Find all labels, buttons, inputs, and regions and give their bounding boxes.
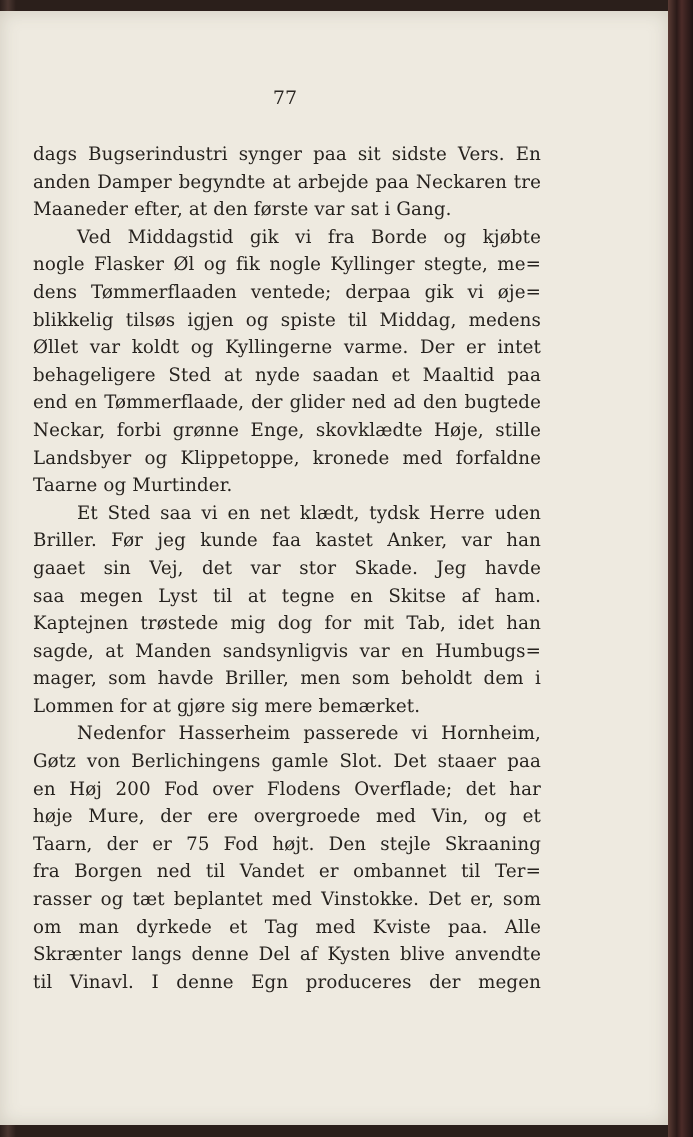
text-line: høje Mure, der ere overgroede med Vin, og et	[33, 806, 541, 828]
text-line: Neckar, forbi grønne Enge, skovklædte Høje, stille	[33, 419, 541, 441]
text-line: Øllet var koldt og Kyllingerne varme. Der er intet	[33, 337, 541, 359]
text-line: Lommen for at gjøre sig mere bemærket.	[33, 695, 421, 717]
text-line: mager, som havde Briller, men som beholdt dem i	[33, 668, 541, 690]
text-line: Kaptejnen trøstede mig dog for mit Tab, idet han	[33, 613, 541, 635]
text-line: Gøtz von Berlichingens gamle Slot. Det staaer paa	[33, 751, 541, 773]
text-line: end en Tømmerflaade, der glider ned ad den bugtede	[33, 392, 541, 414]
text-line: sagde, at Manden sandsynligvis var en Humbugs=	[33, 640, 541, 662]
text-line: fra Borgen ned til Vandet er ombannet til Ter=	[33, 861, 541, 883]
text-line: rasser og tæt beplantet med Vinstokke. Det er, som	[33, 889, 541, 911]
text-line: behageligere Sted at nyde saadan et Maaltid paa	[33, 364, 541, 386]
book-page	[0, 11, 668, 1125]
text-line: Nedenfor Hasserheim passerede vi Hornheim,	[77, 723, 541, 745]
text-line: om man dyrkede et Tag med Kviste paa. Alle	[33, 916, 541, 938]
text-line: Briller. Før jeg kunde faa kastet Anker, var han	[33, 530, 541, 552]
text-line: dags Bugserindustri synger paa sit sidste Vers. En	[33, 144, 541, 165]
text-line: til Vinavl. I denne Egn produceres der megen	[33, 971, 541, 993]
text-line: anden Damper begyndte at arbejde paa Neckaren tre	[33, 171, 541, 193]
text-line: gaaet sin Vej, det var stor Skade. Jeg havde	[33, 557, 541, 579]
text-line: nogle Flasker Øl og fik nogle Kyllinger stegte, me=	[33, 254, 541, 276]
text-line: Ved Middagstid gik vi fra Borde og kjøbte	[77, 226, 541, 248]
text-line: dens Tømmerflaaden ventede; derpaa gik vi øje=	[33, 281, 541, 303]
text-line: Taarne og Murtinder.	[33, 475, 233, 497]
text-line: Landsbyer og Klippetoppe, kronede med forfaldne	[33, 447, 541, 469]
text-line: saa megen Lyst til at tegne en Skitse af ham.	[33, 585, 541, 607]
book-binding-edge	[668, 0, 693, 1137]
text-line: Maaneder efter, at den første var sat i Gang.	[33, 199, 452, 221]
page-number: 77	[272, 87, 298, 109]
text-line: en Høj 200 Fod over Flodens Overflade; det har	[33, 778, 541, 800]
body-text	[33, 141, 541, 996]
text-line: Et Sted saa vi en net klædt, tydsk Herre uden	[77, 502, 541, 524]
text-line: Skrænter langs denne Del af Kysten blive anvendte	[33, 944, 541, 966]
text-line: blikkelig tilsøs igjen og spiste til Middag, medens	[33, 309, 541, 331]
text-line: Taarn, der er 75 Fod højt. Den stejle Skraaning	[33, 833, 541, 855]
